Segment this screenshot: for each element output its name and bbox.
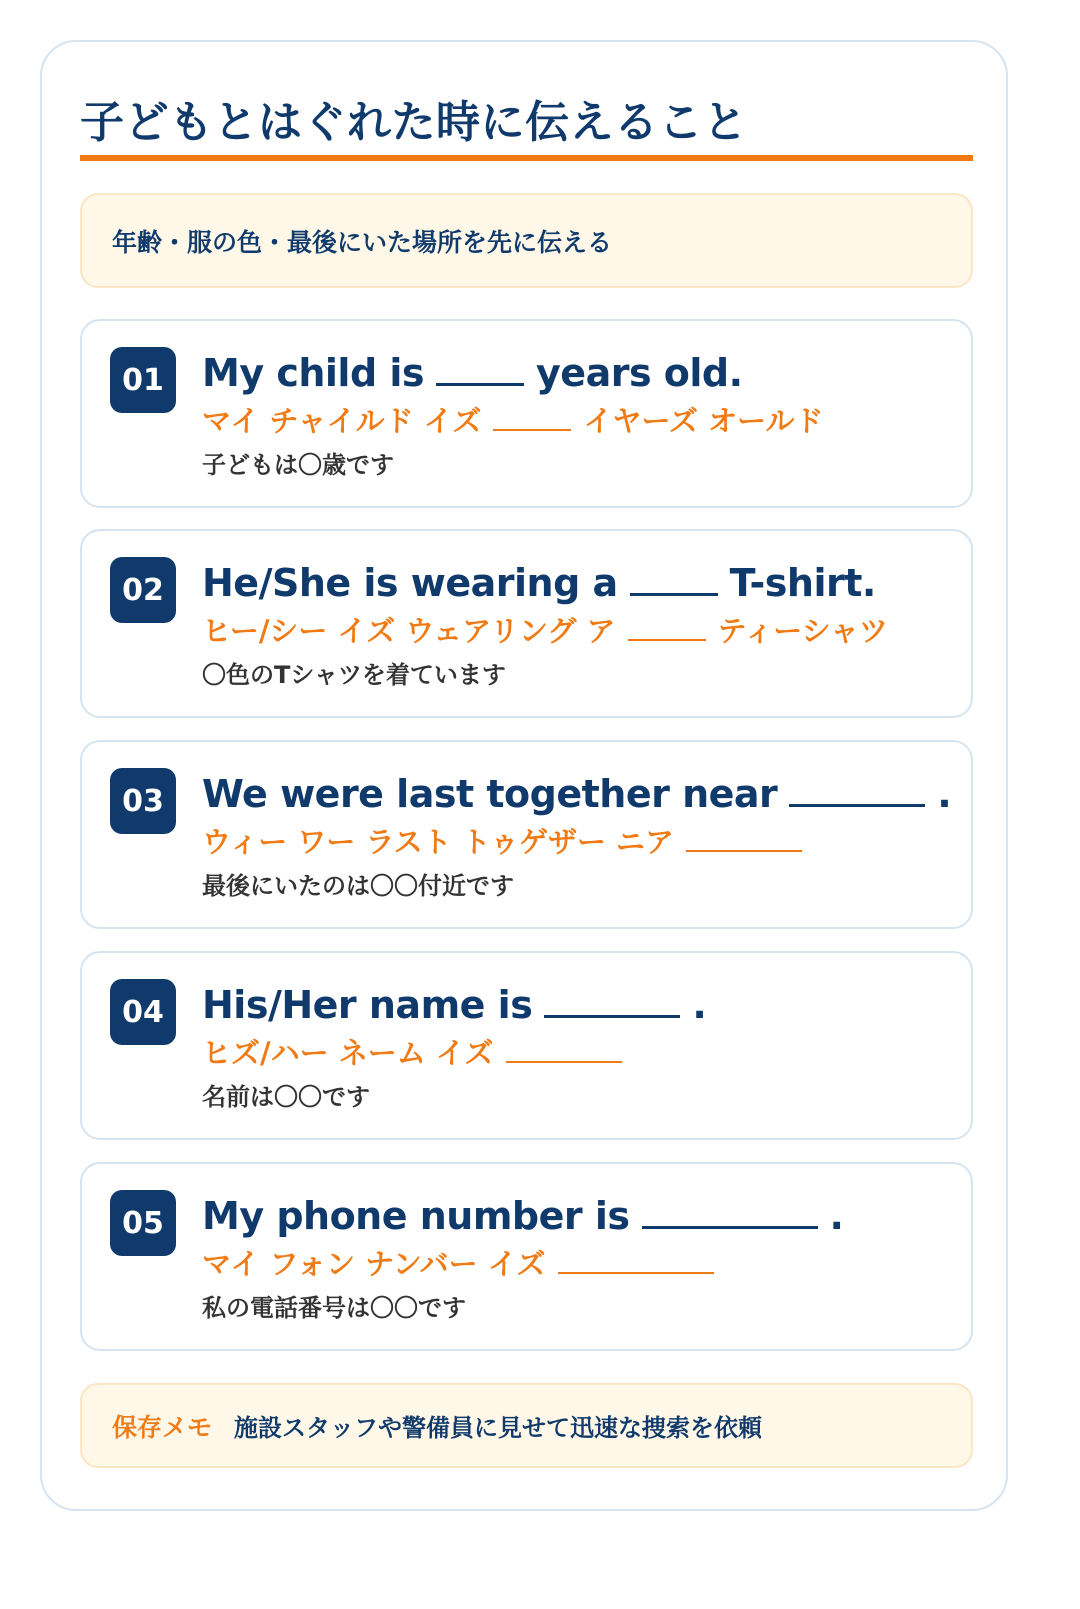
english-text: . <box>692 983 707 1027</box>
japanese-meaning: 最後にいたのは〇〇付近です <box>202 872 514 900</box>
number-badge: 04 <box>110 979 176 1045</box>
english-phrase <box>202 768 951 820</box>
fill-in-blank <box>630 593 718 596</box>
fill-in-blank <box>544 1015 680 1018</box>
fill-in-blank <box>642 1226 818 1229</box>
number-badge: 01 <box>110 347 176 413</box>
number-badge: 03 <box>110 768 176 834</box>
phrase-card-04 <box>80 951 973 1140</box>
english-text: My phone number is <box>202 1194 630 1238</box>
fill-in-blank <box>436 383 524 386</box>
memo-label: 保存メモ <box>112 1412 213 1442</box>
save-memo-banner <box>80 1383 973 1468</box>
japanese-meaning: 私の電話番号は〇〇です <box>202 1294 466 1322</box>
title-underline <box>80 155 973 161</box>
english-phrase <box>202 979 706 1031</box>
number-badge: 05 <box>110 1190 176 1256</box>
katakana-text: マイ チャイルド イズ <box>202 404 482 438</box>
english-text: T-shirt. <box>729 561 876 605</box>
tip-banner <box>80 193 973 288</box>
english-text: My child is <box>202 351 425 395</box>
english-text: He/She is wearing a <box>202 561 618 605</box>
japanese-meaning: 名前は〇〇です <box>202 1083 370 1111</box>
fill-in-blank <box>558 1272 714 1274</box>
katakana-text: マイ フォン ナンバー イズ <box>202 1247 546 1281</box>
phrase-card-03 <box>80 740 973 929</box>
phrase-card-01 <box>80 319 973 508</box>
fill-in-blank <box>789 804 925 807</box>
japanese-meaning: 〇色のTシャツを着ています <box>202 661 506 689</box>
fill-in-blank <box>686 850 802 852</box>
phrase-card-05 <box>80 1162 973 1351</box>
katakana-text: ヒー/シー イズ ウェアリング ア <box>202 614 616 648</box>
katakana-reading <box>202 1244 726 1284</box>
fill-in-blank <box>628 639 706 641</box>
english-phrase <box>202 347 743 399</box>
katakana-reading <box>202 822 814 862</box>
katakana-reading <box>202 401 824 441</box>
english-phrase <box>202 557 876 609</box>
page-title: 子どもとはぐれた時に伝えること <box>80 97 748 148</box>
number-badge: 02 <box>110 557 176 623</box>
memo-text: 施設スタッフや警備員に見せて迅速な捜索を依頼 <box>234 1414 763 1442</box>
phrase-card-02 <box>80 529 973 718</box>
japanese-meaning: 子どもは〇歳です <box>202 451 394 479</box>
fill-in-blank <box>493 429 571 431</box>
katakana-reading <box>202 611 888 651</box>
english-text: . <box>937 772 952 816</box>
english-text: His/Her name is <box>202 983 533 1027</box>
katakana-reading <box>202 1033 634 1073</box>
katakana-text: ウィー ワー ラスト トゥゲザー ニア <box>202 825 675 859</box>
katakana-text: ティーシャツ <box>717 614 889 648</box>
tip-text: 年齢・服の色・最後にいた場所を先に伝える <box>112 227 613 257</box>
english-phrase <box>202 1190 843 1242</box>
katakana-text: イヤーズ オールド <box>583 404 824 438</box>
english-text: . <box>829 1194 844 1238</box>
english-text: years old. <box>536 351 743 395</box>
english-text: We were last together near <box>202 772 778 816</box>
katakana-text: ヒズ/ハー ネーム イズ <box>202 1036 494 1070</box>
fill-in-blank <box>506 1061 622 1063</box>
